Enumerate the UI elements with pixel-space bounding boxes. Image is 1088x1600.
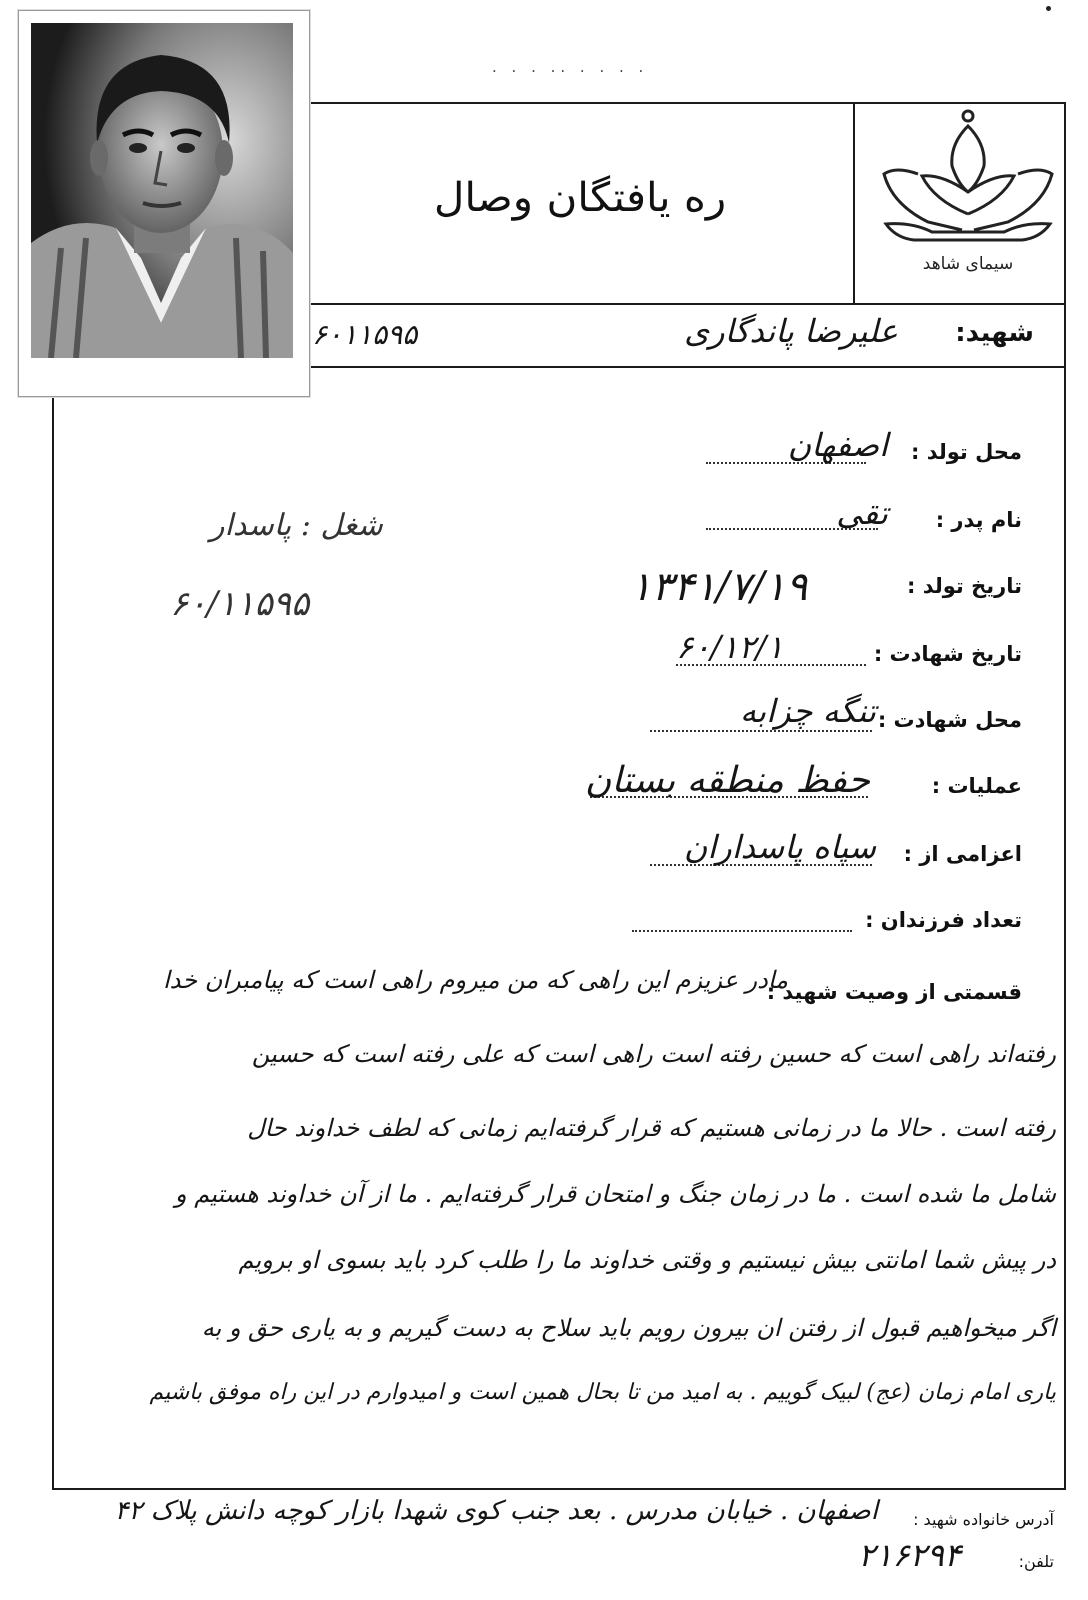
will-line: شامل ما شده است . ما در زمان جنگ و امتحان قرار گرفته‌ایم . ما از آن خداوند هستیم و bbox=[175, 1180, 1056, 1208]
will-line: مادر عزیزم این راهی که من میروم راهی است که پیامبران خدا bbox=[163, 966, 788, 994]
form-title: ره یافتگان وصال bbox=[433, 175, 727, 221]
will-line: در پیش شما امانتی بیش نیستیم و وقتی خداوند ما را طلب کرد باید بسوی او برویم bbox=[238, 1246, 1056, 1274]
field-label-martyrdom-place: محل شهادت : bbox=[877, 708, 1022, 732]
phone-label: تلفن: bbox=[1018, 1552, 1054, 1571]
field-label-birth-date: تاریخ تولد : bbox=[907, 574, 1022, 598]
brand-caption: سیمای شاهد bbox=[922, 254, 1014, 274]
field-value-birthplace: اصفهان bbox=[787, 426, 888, 464]
logo-divider bbox=[853, 102, 855, 304]
field-label-birthplace: محل تولد : bbox=[911, 440, 1022, 464]
side-note-number: ۶۰/۱۱۵۹۵ bbox=[170, 584, 310, 624]
field-label-operation: عملیات : bbox=[931, 774, 1022, 798]
address-value: اصفهان . خیابان مدرس . بعد جنب کوی شهدا بازار کوچه دانش پلاک ۴۲ bbox=[114, 1496, 878, 1526]
field-label-children: تعداد فرزندان : bbox=[865, 908, 1022, 932]
martyr-name: علیرضا پاندگاری bbox=[684, 312, 898, 350]
field-label-father: نام پدر : bbox=[935, 508, 1022, 532]
phone-value: ۲۱۶۲۹۴ bbox=[858, 1536, 962, 1574]
tulip-logo-icon bbox=[872, 104, 1064, 254]
field-value-birth-date: ۱۳۴۱/۷/۱۹ bbox=[630, 564, 808, 610]
field-label-martyrdom-date: تاریخ شهادت : bbox=[873, 642, 1022, 666]
header-stamp: . . . .. . . . . bbox=[492, 58, 649, 76]
brand-logo bbox=[872, 104, 1064, 304]
will-label: قسمتی از وصیت شهید : bbox=[766, 980, 1022, 1004]
field-value-father: تقی bbox=[836, 494, 888, 532]
field-line-martyrdom-place bbox=[650, 730, 872, 732]
field-value-dispatched-by: سپاه پاسداران bbox=[683, 828, 876, 866]
field-label-dispatched-by: اعزامی از : bbox=[903, 842, 1022, 866]
will-line: اگر میخواهیم قبول از رفتن ان بیرون رویم باید سلاح به دست گیریم و به یاری حق و به bbox=[201, 1314, 1056, 1342]
will-line: رفته است . حالا ما در زمانی هستیم که قرار گرفته‌ایم زمانی که لطف خداوند حال bbox=[247, 1114, 1056, 1142]
martyr-photo bbox=[18, 10, 310, 397]
name-divider bbox=[300, 366, 1066, 368]
will-line: رفته‌اند راهی است که حسین رفته است راهی است که علی رفته است که حسین bbox=[251, 1040, 1056, 1068]
martyr-number: ۶۰۱۱۵۹۵ bbox=[312, 318, 418, 351]
martyr-label: شهید: bbox=[955, 318, 1034, 348]
portrait-image bbox=[31, 23, 293, 358]
field-line-children bbox=[632, 930, 852, 932]
field-value-martyrdom-place: تنگه چزابه bbox=[740, 692, 876, 730]
field-value-operation: حفظ منطقه بستان bbox=[584, 760, 870, 801]
address-label: آدرس خانواده شهید : bbox=[913, 1510, 1054, 1529]
will-line: یاری امام زمان (عج) لبیک گوییم . به امید من تا بحال همین است و امیدوارم در این راه موفق باشیم bbox=[149, 1380, 1056, 1405]
field-value-martyrdom-date: ۶۰/۱۲/۱ bbox=[676, 628, 784, 666]
corner-mark bbox=[1046, 6, 1051, 11]
side-note-job: شغل : پاسدار bbox=[210, 508, 383, 543]
